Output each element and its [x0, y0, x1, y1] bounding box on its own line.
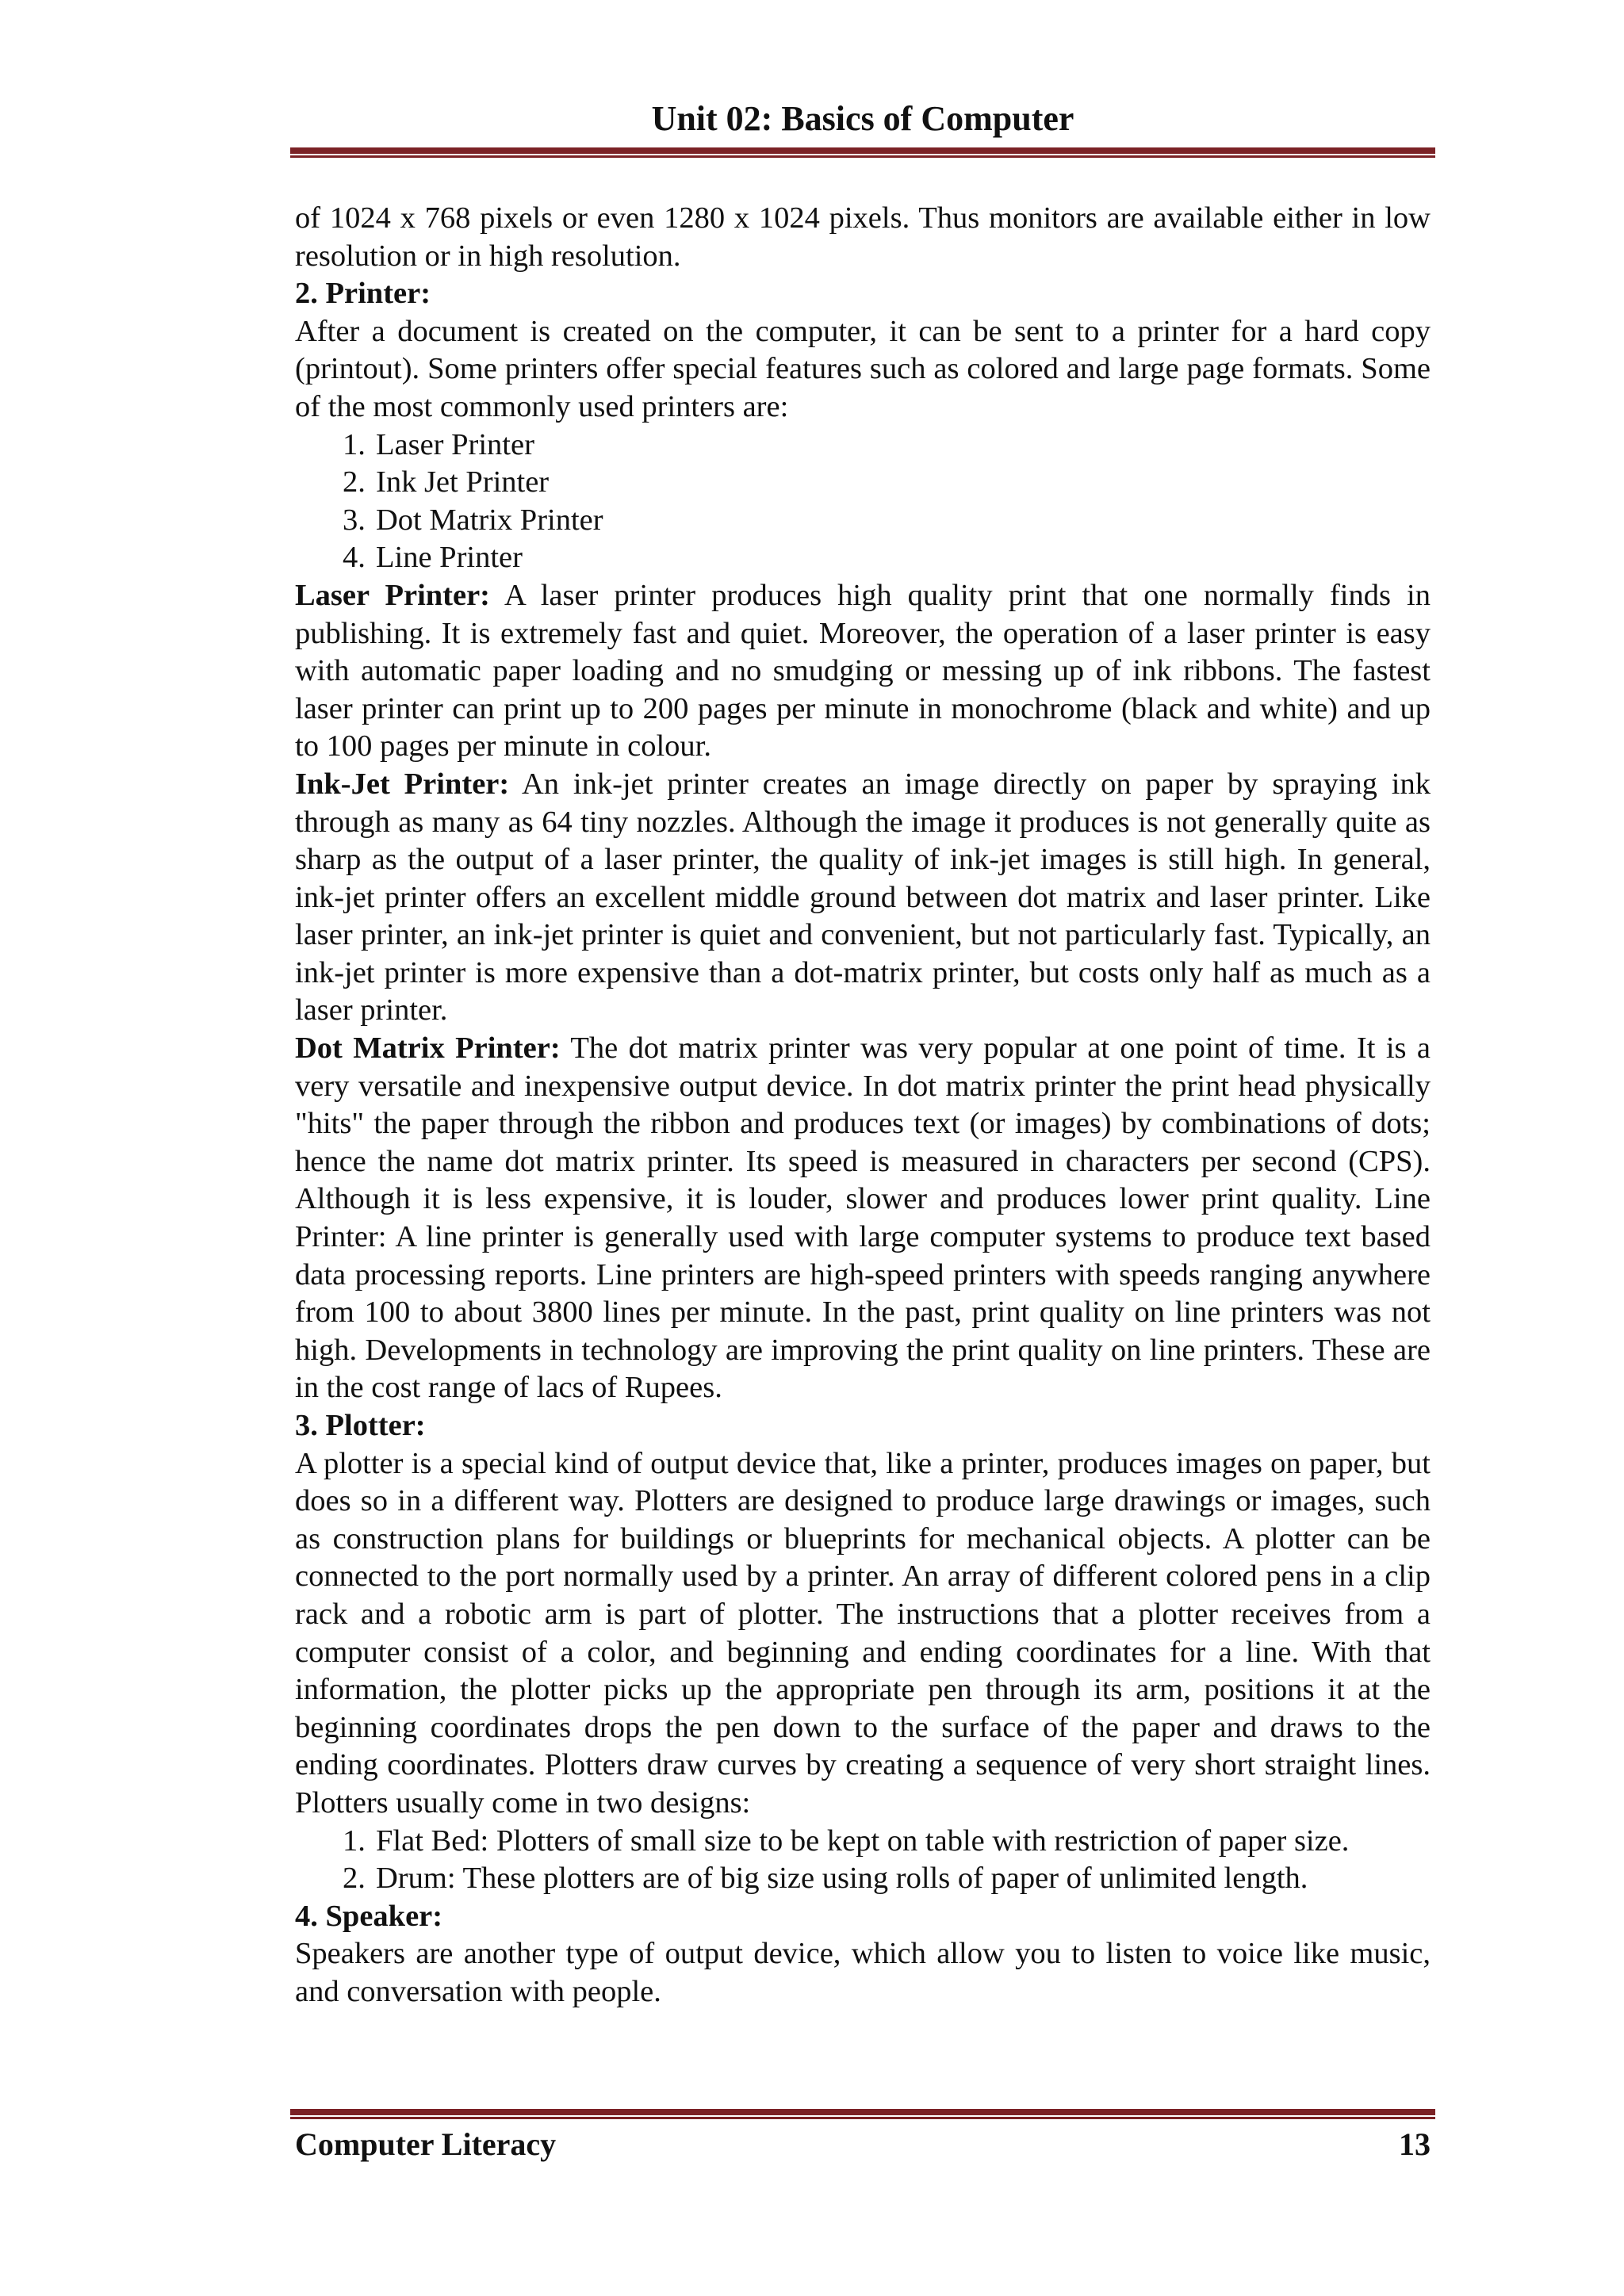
header-rule-thick	[290, 147, 1435, 154]
footer-rule-thin	[290, 2117, 1435, 2119]
page-number: 13	[1399, 2126, 1431, 2162]
running-footer	[295, 2125, 1431, 2164]
printer-paragraph: After a document is created on the computer, it can be sent to a printer for a hard copy (printout). Some printers offer special features such as colored and large page formats. Some of the most commonly used printers are:	[295, 314, 1431, 423]
list-item-label: Line Printer	[376, 541, 523, 575]
list-item	[295, 1823, 1431, 1861]
laser-printer-text: A laser printer produces high quality print that one normally finds in publishing. It is extremely fast and quiet. Moreover, the operation of a laser printer is easy with automatic paper loading and no smudging or messing up of ink ribbons. The fastest laser printer can print up to 200 pages per minute in monochrome (black and white) and up to 100 pages per minute in colour.	[295, 578, 1431, 763]
list-item	[295, 1860, 1431, 1898]
list-item-label: Ink Jet Printer	[376, 465, 550, 499]
dot-matrix-printer-label: Dot Matrix Printer:	[295, 1031, 561, 1066]
inkjet-printer-label: Ink-Jet Printer:	[295, 767, 510, 801]
header-rule	[290, 147, 1435, 159]
page-body	[295, 200, 1431, 2011]
plotter-types-list	[295, 1823, 1431, 1898]
list-item-label: Laser Printer	[376, 427, 534, 461]
list-item-number: 1.	[343, 1823, 366, 1858]
list-item-number: 3.	[343, 503, 366, 537]
inkjet-printer-paragraph	[295, 766, 1431, 1030]
dot-matrix-printer-text: The dot matrix printer was very popular at one point of time. It is a very versatile and inexpensive output device. In dot matrix printer the print head physically "hits" the paper through the ribbon and produces text (or images) by combinations of dots; hence the name dot matrix printer. Its speed is measured in characters per second (CPS). Although it is less expensive, it is louder, slower and produces lower print quality. Line Printer: A line printer is generally used with large computer systems to produce text based data processing reports. Line printers are high-speed printers with speeds ranging anywhere from 100 to about 3800 lines per minute. In the past, print quality on line printers was not high. Developments in technology are improving the print quality on line printers. These are in the cost range of lacs of Rupees.	[295, 1031, 1431, 1405]
list-item	[295, 464, 1431, 502]
list-item	[295, 427, 1431, 465]
intro-paragraph: of 1024 x 768 pixels or even 1280 x 1024 pixels. Thus monitors are available either in low resolution or in high resolution.	[295, 201, 1431, 273]
list-item-number: 4.	[343, 541, 366, 575]
laser-printer-label: Laser Printer:	[295, 578, 490, 612]
printer-heading: 2. Printer:	[295, 277, 431, 311]
list-item-number: 1.	[343, 427, 366, 461]
list-item-label: Drum: These plotters are of big size using rolls of paper of unlimited length.	[376, 1862, 1308, 1896]
plotter-paragraph: A plotter is a special kind of output device that, like a printer, produces images on paper, but does so in a different way. Plotters are designed to produce large drawings or images, such as construction plans for buildings or blueprints for mechanical objects. A plotter can be connected to the port normally used by a printer. An array of different colored pens in a clip rack and a robotic arm is part of plotter. The instructions that a plotter receives from a computer consist of a color, and beginning and ending coordinates for a line. With that information, the plotter picks up the appropriate pen through its arm, positions it at the beginning coordinates drops the pen down to the surface of the paper and draws to the ending coordinates. Plotters draw curves by creating a sequence of very short straight lines. Plotters usually come in two designs:	[295, 1446, 1431, 1820]
document-page	[295, 0, 1431, 2296]
list-item-number: 2.	[343, 1862, 366, 1896]
footer-rule	[290, 2109, 1435, 2120]
plotter-heading: 3. Plotter:	[295, 1409, 426, 1442]
footer-rule-thick	[290, 2109, 1435, 2115]
header-rule-thin	[290, 155, 1435, 158]
list-item	[295, 502, 1431, 540]
list-item-number: 2.	[343, 465, 366, 499]
running-header: Unit 02: Basics of Computer	[651, 99, 1074, 138]
speaker-heading: 4. Speaker:	[295, 1899, 443, 1933]
inkjet-printer-text: An ink-jet printer creates an image directly on paper by spraying ink through as many as 64 tiny nozzles. Although the image it produces is not generally quite as sharp as the output of a laser printer, the quality of ink-jet images is still high. In general, ink-jet printer offers an excellent middle ground between dot matrix and laser printer. Like laser printer, an ink-jet printer is quiet and convenient, but not particularly fast. Typically, an ink-jet printer is more expensive than a dot-matrix printer, but costs only half as much as a laser printer.	[295, 767, 1431, 1027]
list-item	[295, 539, 1431, 577]
laser-printer-paragraph	[295, 577, 1431, 766]
list-item-label: Dot Matrix Printer	[376, 503, 603, 537]
dot-matrix-printer-paragraph	[295, 1030, 1431, 1407]
list-item-label: Flat Bed: Plotters of small size to be kept on table with restriction of paper size.	[376, 1823, 1350, 1858]
footer-book-title: Computer Literacy	[295, 2126, 557, 2162]
printer-types-list	[295, 427, 1431, 577]
speaker-paragraph: Speakers are another type of output device, which allow you to listen to voice like music, and conversation with people.	[295, 1937, 1431, 2008]
